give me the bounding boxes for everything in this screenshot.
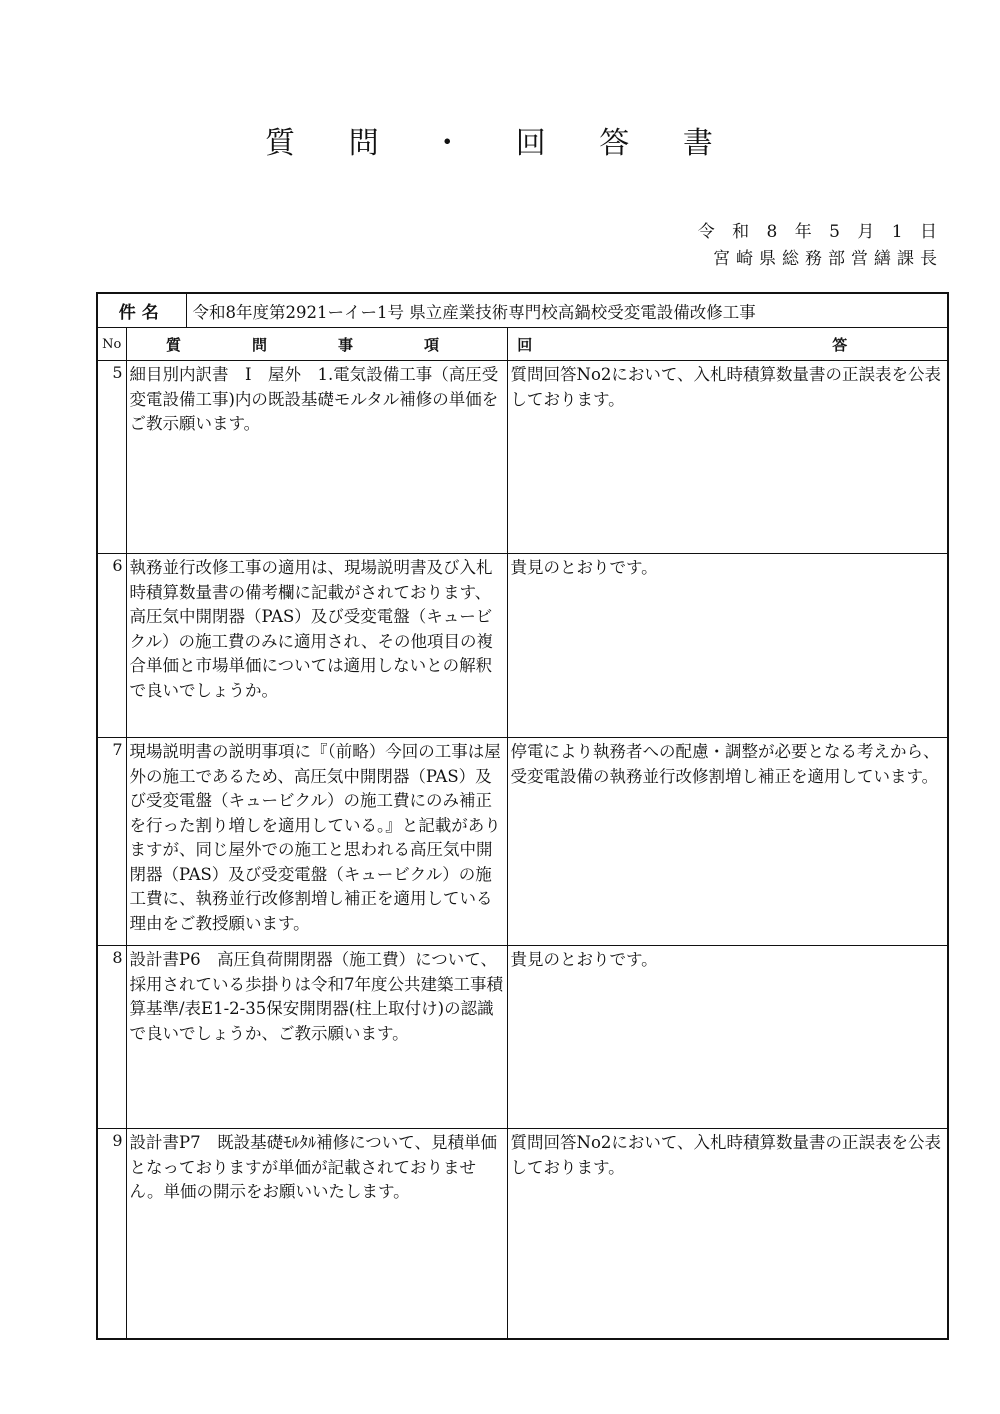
question-text: 執務並行改修工事の適用は、現場説明書及び入札時積算数量書の備考欄に記載がされております、高圧気中開閉器（PAS）及び受変電盤（キュービクル）の施工費のみに適用され、その他項目の複合単価と市場単価については適用しないとの解釈で良いでしょうか。 (126, 554, 507, 738)
qa-table (96, 292, 949, 1340)
header-question: 質 問 事 項 (126, 328, 507, 361)
subject-label: 件名 (97, 293, 186, 328)
header-answer: 回 答 (507, 328, 948, 361)
subject-value: 令和8年度第2921ーイー1号 県立産業技術専門校高鍋校受変電設備改修工事 (186, 293, 948, 328)
answer-text: 貴見のとおりです。 (507, 554, 948, 738)
row-number: 9 (97, 1129, 126, 1339)
answer-text: 質問回答No2において、入札時積算数量書の正誤表を公表しております。 (507, 361, 948, 554)
issue-info (698, 219, 943, 273)
question-text: 設計書P6 高圧負荷開閉器（施工費）について、採用されている歩掛りは令和7年度公共建築工事積算基準/表E1-2-35保安開閉器(柱上取付け)の認識で良いでしょうか、ご教示願います。 (126, 946, 507, 1129)
table-row (97, 361, 948, 554)
answer-text: 貴見のとおりです。 (507, 946, 948, 1129)
issue-date: 令 和 8 年 5 月 1 日 (697, 222, 943, 242)
question-text: 現場説明書の説明事項に『（前略）今回の工事は屋外の施工であるため、高圧気中開閉器（PAS）及び受変電盤（キュービクル）の施工費にのみ補正を行った割り増しを適用している。』と記載がありますが、同じ屋外での施工と思われる高圧気中開閉器（PAS）及び受変電盤（キュービクル）の施工費に、執務並行改修割増し補正を適用している理由をご教授願います。 (126, 738, 507, 946)
row-number: 5 (97, 361, 126, 554)
table-row (97, 738, 948, 946)
header-no: No (97, 328, 126, 361)
row-number: 7 (97, 738, 126, 946)
answer-text: 質問回答No2において、入札時積算数量書の正誤表を公表しております。 (507, 1129, 948, 1339)
table-row (97, 1129, 948, 1339)
table-row (97, 946, 948, 1129)
row-number: 8 (97, 946, 126, 1129)
answer-text: 停電により執務者への配慮・調整が必要となる考えから、受変電設備の執務並行改修割増し補正を適用しています。 (507, 738, 948, 946)
subject-row (97, 293, 948, 328)
header-row (97, 328, 948, 361)
question-text: 設計書P7 既設基礎ﾓﾙﾀﾙ補修について、見積単価となっておりますが単価が記載されておりません。単価の開示をお願いいたします。 (126, 1129, 507, 1339)
document-title: 質 問 ・ 回 答 書 (265, 126, 735, 161)
question-text: 細目別内訳書 Ⅰ 屋外 1.電気設備工事（高圧受変電設備工事)内の既設基礎モルタル補修の単価をご教示願います。 (126, 361, 507, 554)
issuer-name: 宮崎県総務部営繕課長 (713, 249, 943, 269)
table-row (97, 554, 948, 738)
row-number: 6 (97, 554, 126, 738)
